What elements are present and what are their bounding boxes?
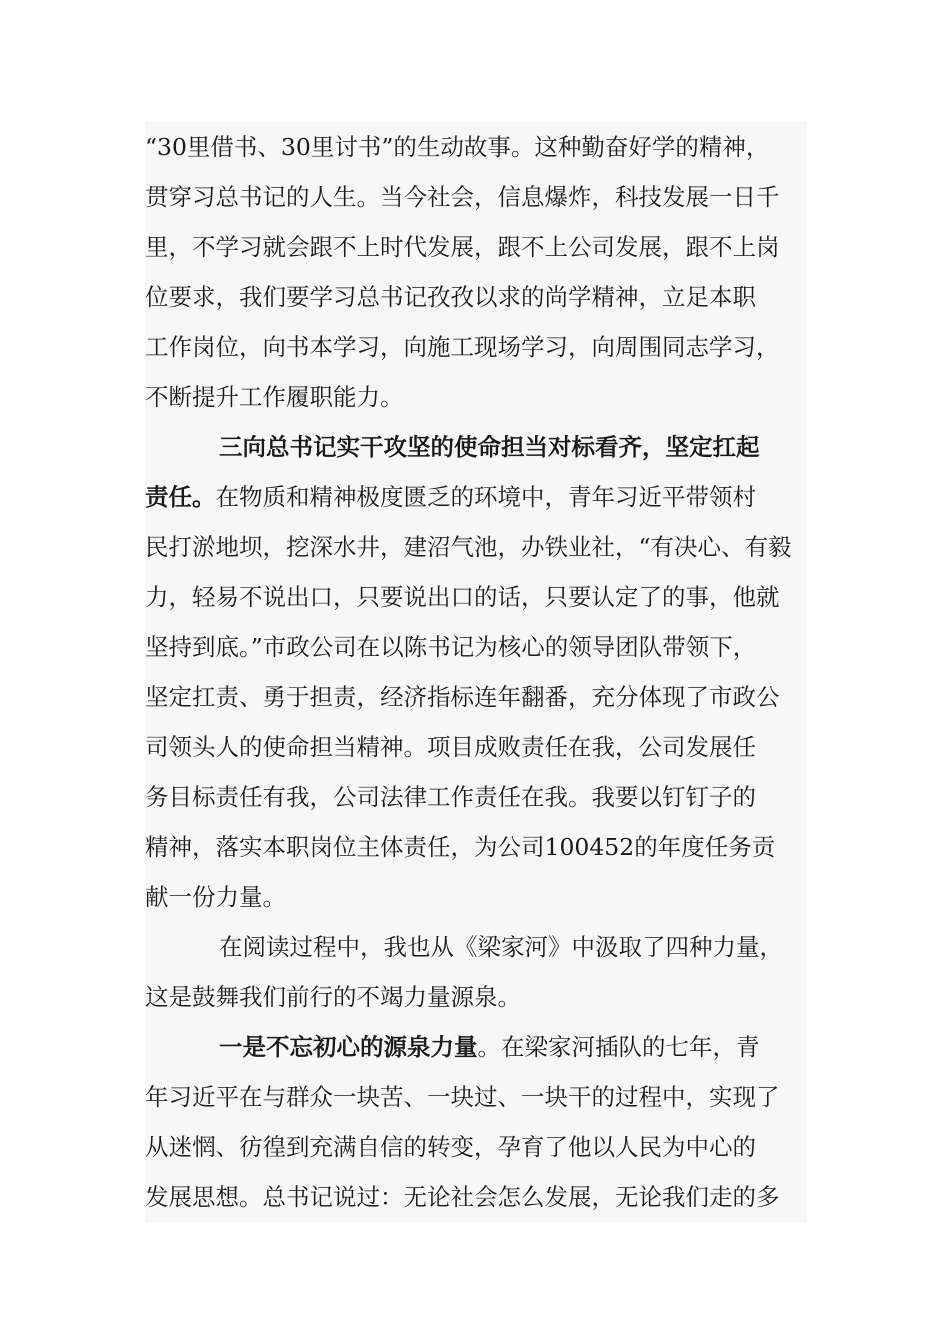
text-line: 不断提升工作履职能力。: [145, 372, 807, 422]
text-line: 贯穿习总书记的人生。当今社会，信息爆炸，科技发展一日千: [145, 172, 807, 222]
section-heading: 三向总书记实干攻坚的使命担当对标看齐，坚定扛起: [219, 433, 760, 461]
text-line: “30里借书、30里讨书”的生动故事。这种勤奋好学的精神，: [145, 122, 807, 172]
text-line: 里，不学习就会跟不上时代发展，跟不上公司发展，跟不上岗: [145, 222, 807, 272]
text-line: 民打淤地坝，挖深水井，建沼气池，办铁业社，“有决心、有毅: [145, 522, 807, 572]
text-line: 在阅读过程中，我也从《梁家河》中汲取了四种力量，: [145, 922, 807, 972]
section-heading: 一是不忘初心的源泉力量: [219, 1033, 478, 1061]
text-line: 务目标责任有我，公司法律工作责任在我。我要以钉钉子的: [145, 772, 807, 822]
text-span: 在物质和精神极度匮乏的环境中，青年习近平带领村: [215, 483, 756, 511]
text-line: 坚定扛责、勇于担责，经济指标连年翻番，充分体现了市政公: [145, 672, 807, 722]
text-line: 年习近平在与群众一块苦、一块过、一块干的过程中，实现了: [145, 1072, 807, 1122]
text-span: 。在梁家河插队的七年，青: [477, 1033, 760, 1061]
section-heading-line: [145, 1022, 807, 1072]
text-line: [145, 472, 807, 522]
section-heading: 责任。: [145, 483, 216, 511]
text-line: 位要求，我们要学习总书记孜孜以求的尚学精神，立足本职: [145, 272, 807, 322]
text-line: 司领头人的使命担当精神。项目成败责任在我，公司发展任: [145, 722, 807, 772]
body-text: [145, 122, 807, 1222]
text-line: 发展思想。总书记说过：无论社会怎么发展，无论我们走的多: [145, 1172, 807, 1222]
text-line: 力，轻易不说出口，只要说出口的话，只要认定了的事，他就: [145, 572, 807, 622]
section-heading-line: [145, 422, 807, 472]
text-line: 献一份力量。: [145, 872, 807, 922]
text-line: 精神，落实本职岗位主体责任，为公司100452的年度任务贡: [145, 822, 807, 872]
text-line: 工作岗位，向书本学习，向施工现场学习，向周围同志学习，: [145, 322, 807, 372]
text-line: 坚持到底。”市政公司在以陈书记为核心的领导团队带领下，: [145, 622, 807, 672]
text-line: 这是鼓舞我们前行的不竭力量源泉。: [145, 972, 807, 1022]
text-line: 从迷惘、彷徨到充满自信的转变，孕育了他以人民为中心的: [145, 1122, 807, 1172]
